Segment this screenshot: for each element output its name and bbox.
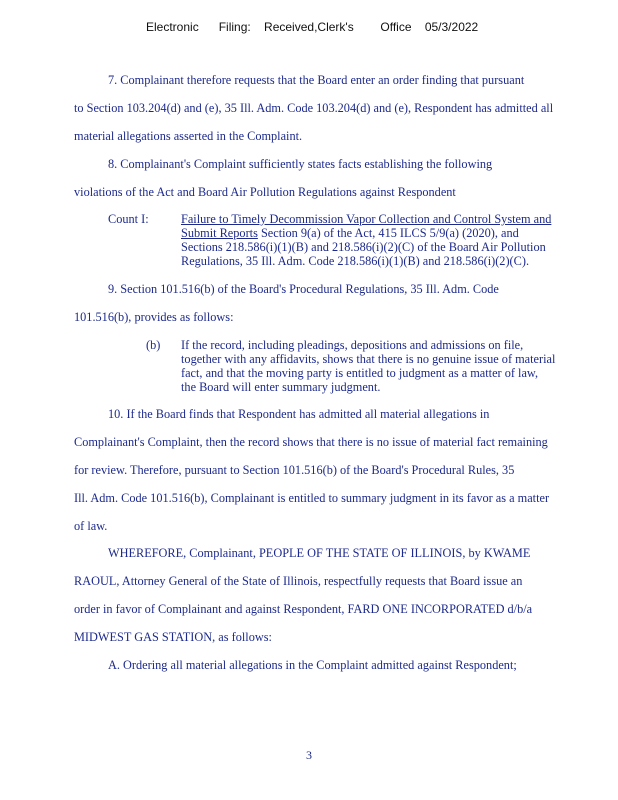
count-title-line-1: Failure to Timely Decommission Vapor Collection and Control System and xyxy=(181,212,552,226)
paragraph-10-line-5: of law. xyxy=(74,519,108,533)
relief-item-a: A. Ordering all material allegations in the Complaint admitted against Respondent; xyxy=(108,658,517,672)
wherefore-line-2: RAOUL, Attorney General of the State of Illinois, respectfully requests that Board issue an xyxy=(74,574,523,588)
quote-line-1: If the record, including pleadings, depositions and admissions on file, xyxy=(181,338,524,352)
count-label: Count I: xyxy=(108,212,149,226)
count-line-2 xyxy=(181,226,519,241)
page-number: 3 xyxy=(306,748,312,762)
quote-line-4: the Board will enter summary judgment. xyxy=(181,380,381,394)
paragraph-10-line-3: for review. Therefore, pursuant to Section 101.516(b) of the Board's Procedural Rules, 35 xyxy=(74,463,515,477)
paragraph-10-line-1: 10. If the Board finds that Respondent has admitted all material allegations in xyxy=(108,407,490,421)
count-title-line-2: Submit Reports xyxy=(181,226,258,240)
paragraph-8-line-2: violations of the Act and Board Air Pollution Regulations against Respondent xyxy=(74,185,456,199)
paragraph-7-line-1: 7. Complainant therefore requests that the Board enter an order finding that pursuant xyxy=(108,73,525,87)
paragraph-10-line-4: Ill. Adm. Code 101.516(b), Complainant is entitled to summary judgment in its favor as a matter xyxy=(74,491,550,505)
quote-line-2: together with any affidavits, shows that there is no genuine issue of material xyxy=(181,352,556,366)
quote-label: (b) xyxy=(146,338,161,352)
count-citation-line-2: Section 9(a) of the Act, 415 ILCS 5/9(a) (2020), and xyxy=(257,226,519,240)
paragraph-9-line-2: 101.516(b), provides as follows: xyxy=(74,310,234,324)
paragraph-7-line-3: material allegations asserted in the Complaint. xyxy=(74,129,303,143)
wherefore-line-1: WHEREFORE, Complainant, PEOPLE OF THE STATE OF ILLINOIS, by KWAME xyxy=(108,546,531,560)
paragraph-8-line-1: 8. Complainant's Complaint sufficiently states facts establishing the following xyxy=(108,157,493,171)
count-line-3: Sections 218.586(i)(1)(B) and 218.586(i)(2)(C) of the Board Air Pollution xyxy=(181,240,546,254)
paragraph-10-line-2: Complainant's Complaint, then the record shows that there is no issue of material fact remaining xyxy=(74,435,548,449)
wherefore-line-3: order in favor of Complainant and against Respondent, FARD ONE INCORPORATED d/b/a xyxy=(74,602,533,616)
count-line-4: Regulations, 35 Ill. Adm. Code 218.586(i)(1)(B) and 218.586(i)(2)(C). xyxy=(181,254,530,268)
paragraph-9-line-1: 9. Section 101.516(b) of the Board's Procedural Regulations, 35 Ill. Adm. Code xyxy=(108,282,499,296)
wherefore-line-4: MIDWEST GAS STATION, as follows: xyxy=(74,630,272,644)
filing-header: Electronic Filing: Received,Clerk's Office 05/3/2022 xyxy=(146,20,479,34)
paragraph-7-line-2: to Section 103.204(d) and (e), 35 Ill. Adm. Code 103.204(d) and (e), Respondent has admitted all xyxy=(74,101,554,115)
quote-line-3: fact, and that the moving party is entitled to judgment as a matter of law, xyxy=(181,366,539,380)
